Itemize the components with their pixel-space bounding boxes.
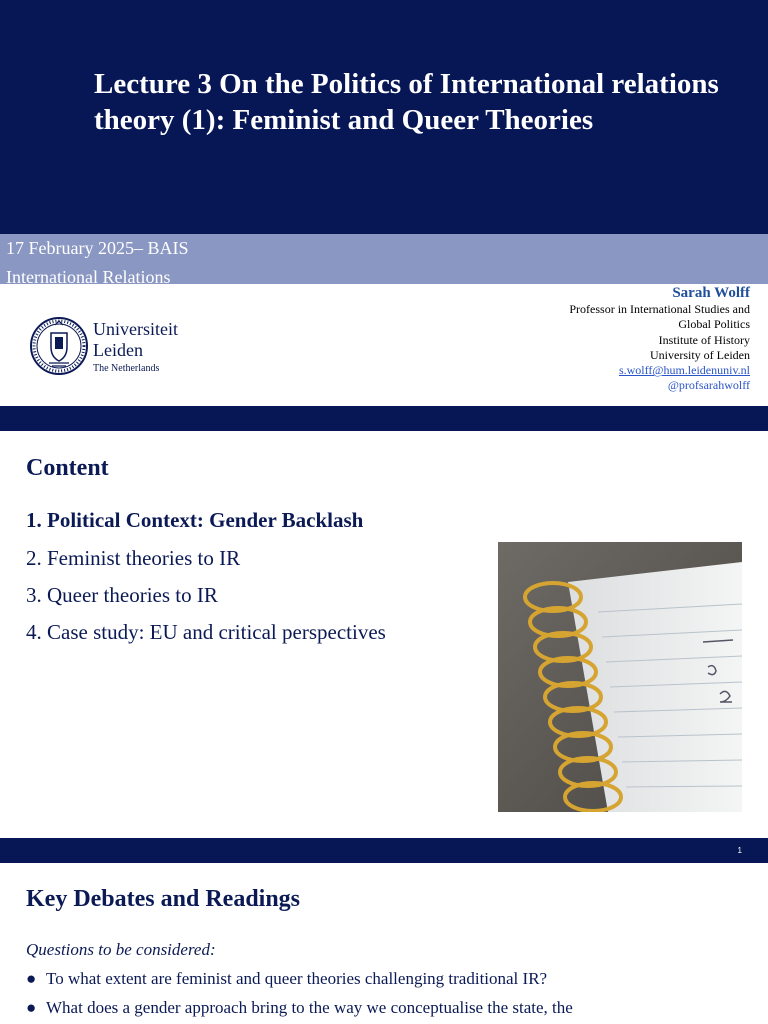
title-slide-header	[0, 0, 768, 234]
bullet-text: To what extent are feminist and queer theories challenging traditional IR?	[46, 969, 548, 988]
logo-line-netherlands: The Netherlands	[93, 363, 160, 374]
content-item-4: 4. Case study: EU and critical perspectives	[26, 620, 386, 644]
author-role-2: Global Politics	[678, 317, 750, 332]
author-role-1: Professor in International Studies and	[569, 302, 750, 316]
logo-line-leiden: Leiden	[93, 340, 143, 360]
author-twitter-handle[interactable]: @profsarahwolff	[667, 378, 750, 393]
course-line: International Relations	[6, 267, 171, 284]
lecture-title: Lecture 3 On the Politics of International relations theory (1): Feminist and Queer Theories	[94, 68, 719, 136]
author-institute: Institute of History	[658, 332, 750, 347]
author-university: University of Leiden	[650, 347, 750, 362]
leiden-logo	[29, 311, 209, 381]
content-item-1: 1. Political Context: Gender Backlash	[26, 508, 364, 532]
content-title: Content	[26, 455, 109, 481]
bullet-dot-icon: ●	[26, 998, 37, 1017]
key-debates-bullet-2	[26, 998, 573, 1018]
key-debates-subtitle: Questions to be considered:	[26, 940, 216, 959]
key-debates-bullet-1	[26, 969, 547, 989]
date-band	[0, 234, 768, 284]
content-slide-footer-bar	[0, 838, 768, 863]
logo-line-universiteit: Universiteit	[93, 319, 178, 339]
university-seal-icon	[29, 311, 89, 381]
notebook-photo	[498, 542, 742, 812]
bullet-text: What does a gender approach bring to the way we conceptualise the state, the	[46, 998, 573, 1017]
bullet-dot-icon: ●	[26, 969, 37, 988]
author-name: Sarah Wolff	[672, 285, 750, 301]
title-slide-footer-bar	[0, 406, 768, 431]
date-line: 17 February 2025– BAIS	[6, 238, 189, 258]
key-debates-title: Key Debates and Readings	[26, 886, 301, 912]
content-item-2: 2. Feminist theories to IR	[26, 546, 241, 570]
page-number: 1	[737, 846, 742, 855]
author-email-link[interactable]: s.wolff@hum.leidenuniv.nl	[618, 363, 750, 378]
logo-wordmark	[93, 319, 178, 377]
content-item-3: 3. Queer theories to IR	[26, 583, 218, 607]
author-block	[569, 284, 750, 393]
